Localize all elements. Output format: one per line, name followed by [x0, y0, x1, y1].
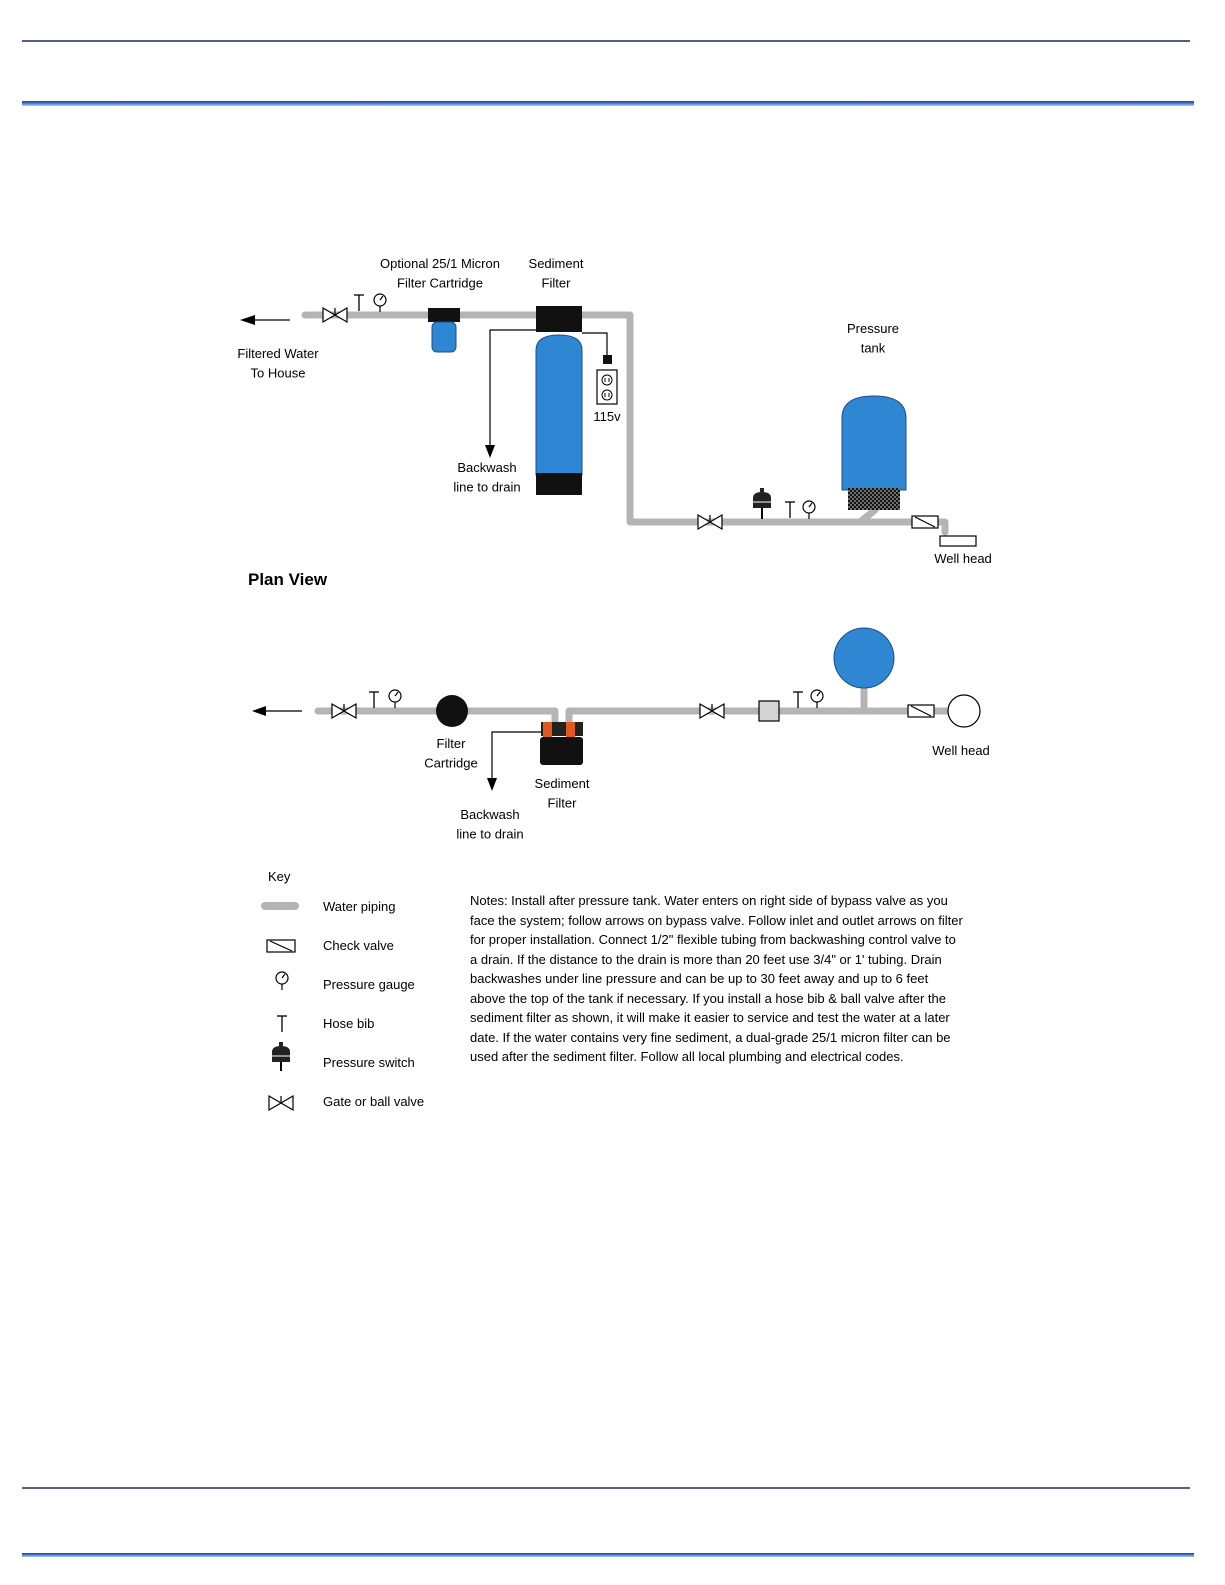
- elevation-backwash-line: [485, 330, 536, 458]
- hose-bib-icon: [354, 295, 364, 311]
- pressure-tank: [842, 396, 906, 510]
- plan-backwash-line: [487, 732, 541, 791]
- hose-bib-icon: [369, 692, 379, 708]
- key-label-gate-valve: Gate or ball valve: [323, 1094, 425, 1109]
- plan-backwash-label: Backwash line to drain: [456, 807, 524, 842]
- elevation-filter-cartridge-label: Optional 25/1 Micron Filter Cartridge: [380, 256, 500, 291]
- pressure-switch-icon: [759, 701, 779, 721]
- pressure-tank-label: Pressure tank: [846, 321, 900, 356]
- hose-bib-icon: [793, 692, 803, 708]
- plan-sediment-filter: [540, 722, 583, 765]
- pressure-gauge-icon: [374, 294, 386, 312]
- micron-filter-cartridge: [428, 308, 460, 352]
- elevation-well-head-label: Well head: [934, 551, 992, 566]
- installation-notes: Notes: Install after pressure tank. Water enters on right side of bypass valve as you face the system; follow arrows on bypass valve. Follow inlet and outlet arrows on filter for proper installation. Connect 1/2" flexible tubing from backwashing control valve to a drain. If the distance to the drain is more than 20 feet use 3/4" or 1' tubing. Drain backwashes under line pressure and can be up to 30 feet away and up to 6 feet above the top of the tank if necessary. If you install a hose bib & ball valve after the sediment filter as shown, it will make it easier to service and test the water at a later date. If the water contains very fine sediment, a dual-grade 25/1 micron filter can be used after the sediment filter. Follow all local plumbing and electrical codes.: [470, 893, 963, 1064]
- power-label: 115v: [593, 409, 621, 424]
- elevation-view: [237, 256, 991, 566]
- pressure-gauge-icon: [811, 690, 823, 708]
- elevation-backwash-label: Backwash line to drain: [453, 460, 521, 495]
- check-valve-icon: [267, 940, 295, 952]
- sediment-filter-tank: [536, 306, 582, 495]
- gate-valve-icon: [269, 1096, 293, 1110]
- filtered-water-label: Filtered Water To House: [237, 346, 319, 381]
- top-blue-rule: [22, 101, 1194, 106]
- key-title: Key: [268, 869, 291, 884]
- key: [265, 869, 424, 1110]
- key-label-pressure-switch: Pressure switch: [323, 1055, 415, 1070]
- plan-view-heading: Plan View: [248, 570, 328, 589]
- plan-filter-cartridge-label: Filter Cartridge: [424, 736, 478, 771]
- key-label-water-piping: Water piping: [323, 899, 396, 914]
- key-label-pressure-gauge: Pressure gauge: [323, 977, 415, 992]
- plan-pressure-tank: [834, 628, 894, 688]
- pressure-gauge-icon: [276, 972, 288, 990]
- gate-valve-icon: [698, 515, 722, 529]
- well-head-icon: [940, 536, 976, 546]
- gate-valve-icon: [700, 704, 724, 718]
- power-outlet-icon: [582, 333, 617, 404]
- filtered-water-arrow-icon: [240, 315, 290, 325]
- key-label-check-valve: Check valve: [323, 938, 394, 953]
- gate-valve-icon: [332, 704, 356, 718]
- pressure-switch-icon: [753, 488, 771, 519]
- check-valve-icon: [908, 705, 934, 717]
- plan-water-piping: [318, 685, 960, 722]
- plan-well-head-label: Well head: [932, 743, 990, 758]
- plan-well-head-icon: [948, 695, 980, 727]
- plan-filter-cartridge: [436, 695, 468, 727]
- elevation-sediment-filter-label: Sediment Filter: [528, 256, 584, 291]
- plan-outlet-arrow-icon: [252, 706, 302, 716]
- gate-valve-icon: [323, 308, 347, 322]
- pressure-switch-icon: [272, 1042, 290, 1071]
- check-valve-icon: [912, 516, 938, 528]
- pressure-gauge-icon: [803, 501, 815, 519]
- plan-view: [252, 628, 990, 842]
- pressure-gauge-icon: [389, 690, 401, 708]
- plan-sediment-filter-label: Sediment Filter: [534, 776, 590, 811]
- key-label-hose-bib: Hose bib: [323, 1016, 375, 1031]
- bottom-blue-rule: [22, 1553, 1194, 1557]
- hose-bib-icon: [277, 1016, 287, 1032]
- hose-bib-icon: [785, 502, 795, 518]
